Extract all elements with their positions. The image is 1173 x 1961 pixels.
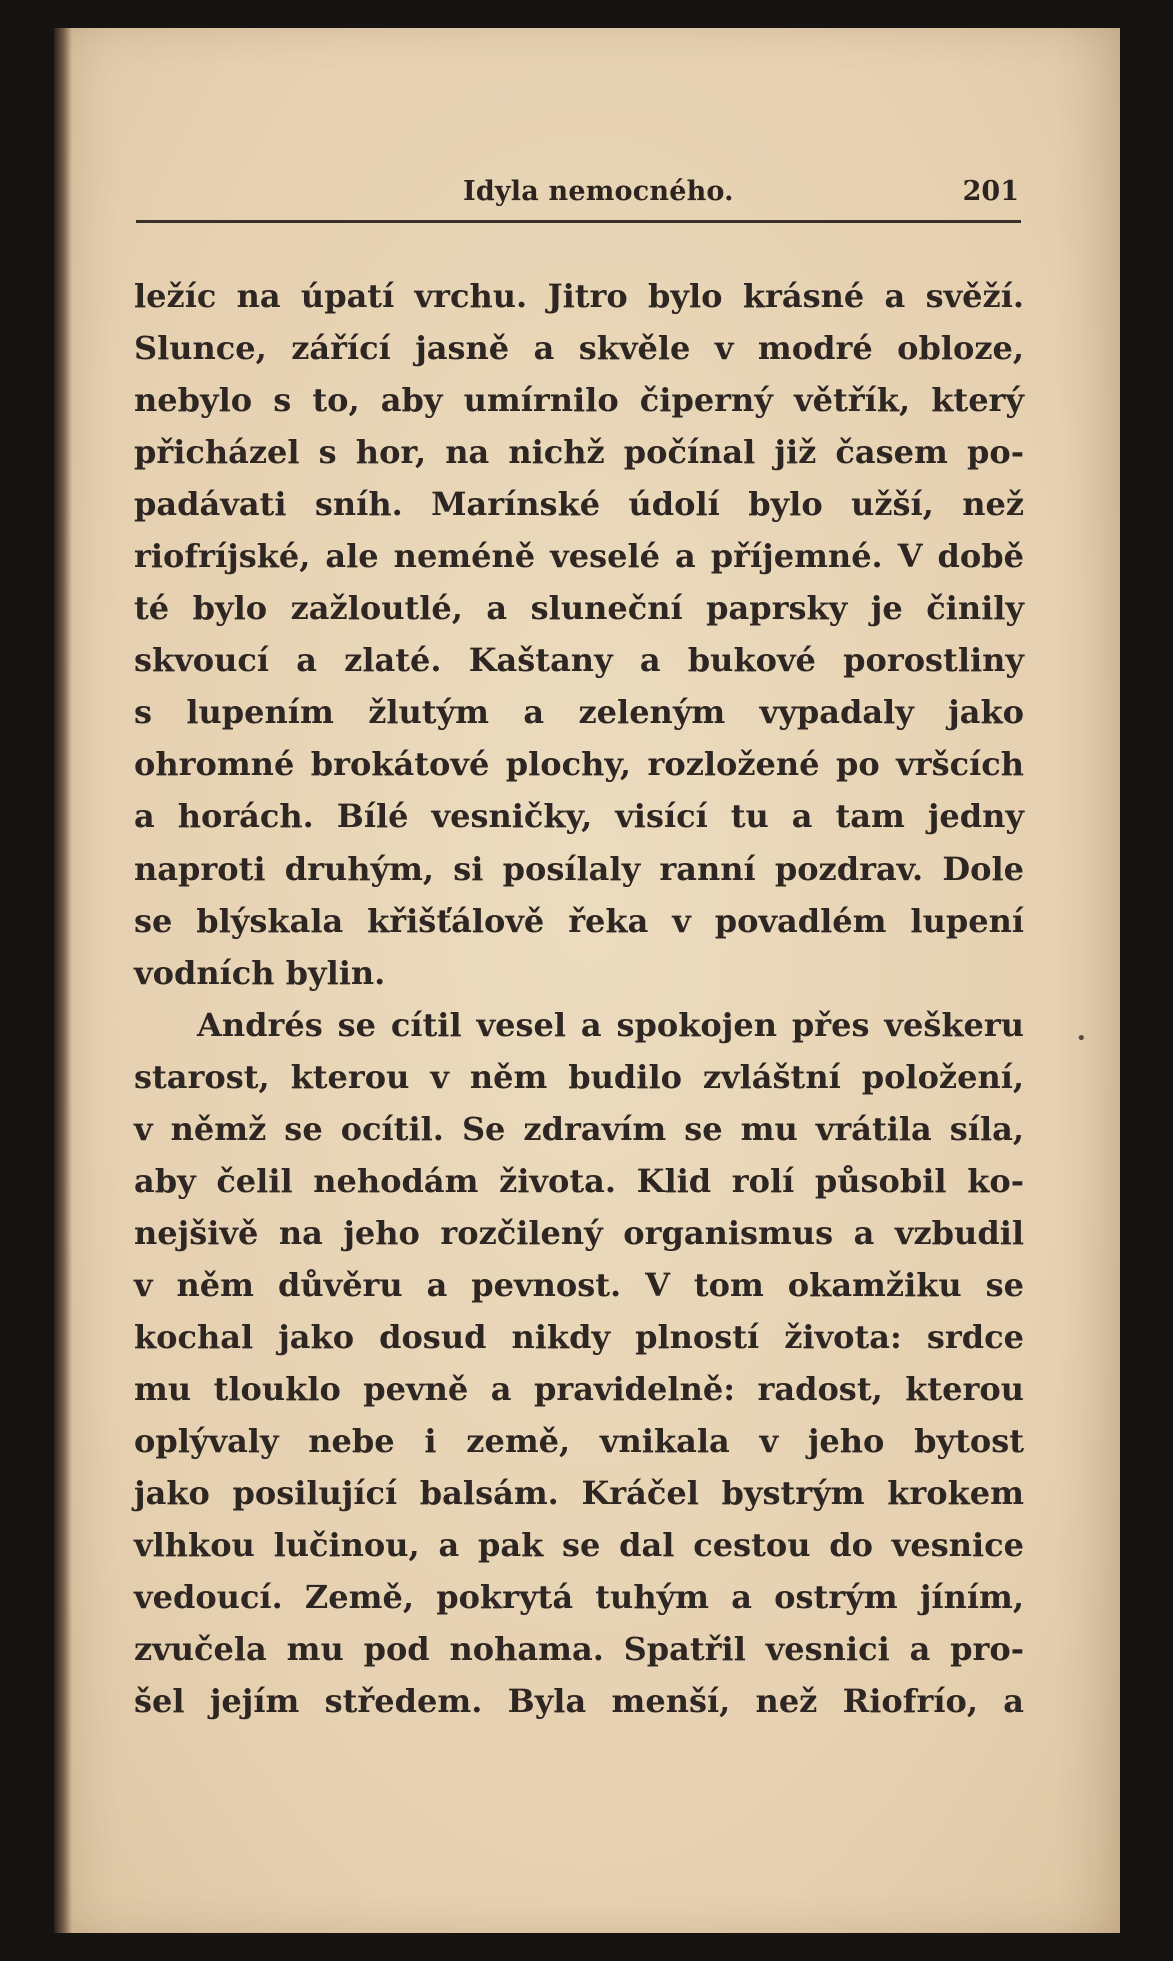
text-line: naproti druhým, si posílaly ranní pozdrav. Dole [134, 849, 1024, 888]
text-line: starost, kterou v něm budilo zvláštní položení, [134, 1057, 1024, 1096]
text-line: oplývaly nebe i země, vnikala v jeho bytost [134, 1422, 1024, 1461]
text-line: Slunce, zářící jasně a skvěle v modré obloze, [134, 329, 1024, 368]
running-head [134, 176, 1019, 216]
text-line: přicházel s hor, na nichž počínal již časem po- [134, 433, 1024, 472]
text-line: padávati sníh. Marínské údolí bylo užší, než [134, 485, 1024, 524]
text-line: vlhkou lučinou, a pak se dal cestou do vesnice [134, 1526, 1024, 1565]
book-page [54, 28, 1120, 1933]
text-line: Andrés se cítil vesel a spokojen přes veškeru [197, 1005, 1024, 1044]
text-line: riofríjské, ale neméně veselé a příjemné. V době [134, 537, 1024, 576]
text-line: jako posilující balsám. Kráčel bystrým krokem [134, 1474, 1024, 1513]
text-line: nejšivě na jeho rozčilený organismus a vzbudil [134, 1213, 1024, 1252]
text-line: ohromné brokátové plochy, rozložené po vršcích [134, 745, 1024, 784]
text-line: zvučela mu pod nohama. Spatřil vesnici a pro- [134, 1630, 1024, 1669]
header-rule [136, 220, 1021, 223]
text-line: ležíc na úpatí vrchu. Jitro bylo krásné a svěží. [134, 277, 1024, 315]
body-text [134, 270, 1024, 1727]
spine-shadow [54, 28, 72, 1933]
text-line: té bylo zažloutlé, a sluneční paprsky je činily [134, 589, 1024, 628]
page-number: 201 [962, 176, 1019, 207]
text-line: a horách. Bílé vesničky, visící tu a tam jedny [134, 797, 1024, 836]
text-line: v něm důvěru a pevnost. V tom okamžiku se [134, 1265, 1024, 1304]
text-line: skvoucí a zlaté. Kaštany a bukové porostliny [134, 641, 1024, 680]
text-line: s lupením žlutým a zeleným vypadaly jako [134, 693, 1024, 732]
text-line: vodních bylin. [134, 953, 386, 992]
text-line: kochal jako dosud nikdy plností života: srdce [134, 1317, 1024, 1356]
text-line: se blýskala křišťálově řeka v povadlém lupení [134, 901, 1024, 940]
text-line: aby čelil nehodám života. Klid rolí působil ko- [134, 1161, 1024, 1200]
margin-speck: • [1076, 1028, 1087, 1049]
running-title: Idyla nemocného. [463, 176, 734, 207]
text-line: nebylo s to, aby umírnilo čiperný větřík, který [134, 381, 1024, 420]
text-line: v němž se ocítil. Se zdravím se mu vrátila síla, [134, 1109, 1024, 1148]
text-line: vedoucí. Země, pokrytá tuhým a ostrým jíním, [134, 1578, 1024, 1617]
text-line: mu tlouklo pevně a pravidelně: radost, kterou [134, 1369, 1024, 1408]
text-line: šel jejím středem. Byla menší, než Riofrío, a [134, 1682, 1024, 1721]
